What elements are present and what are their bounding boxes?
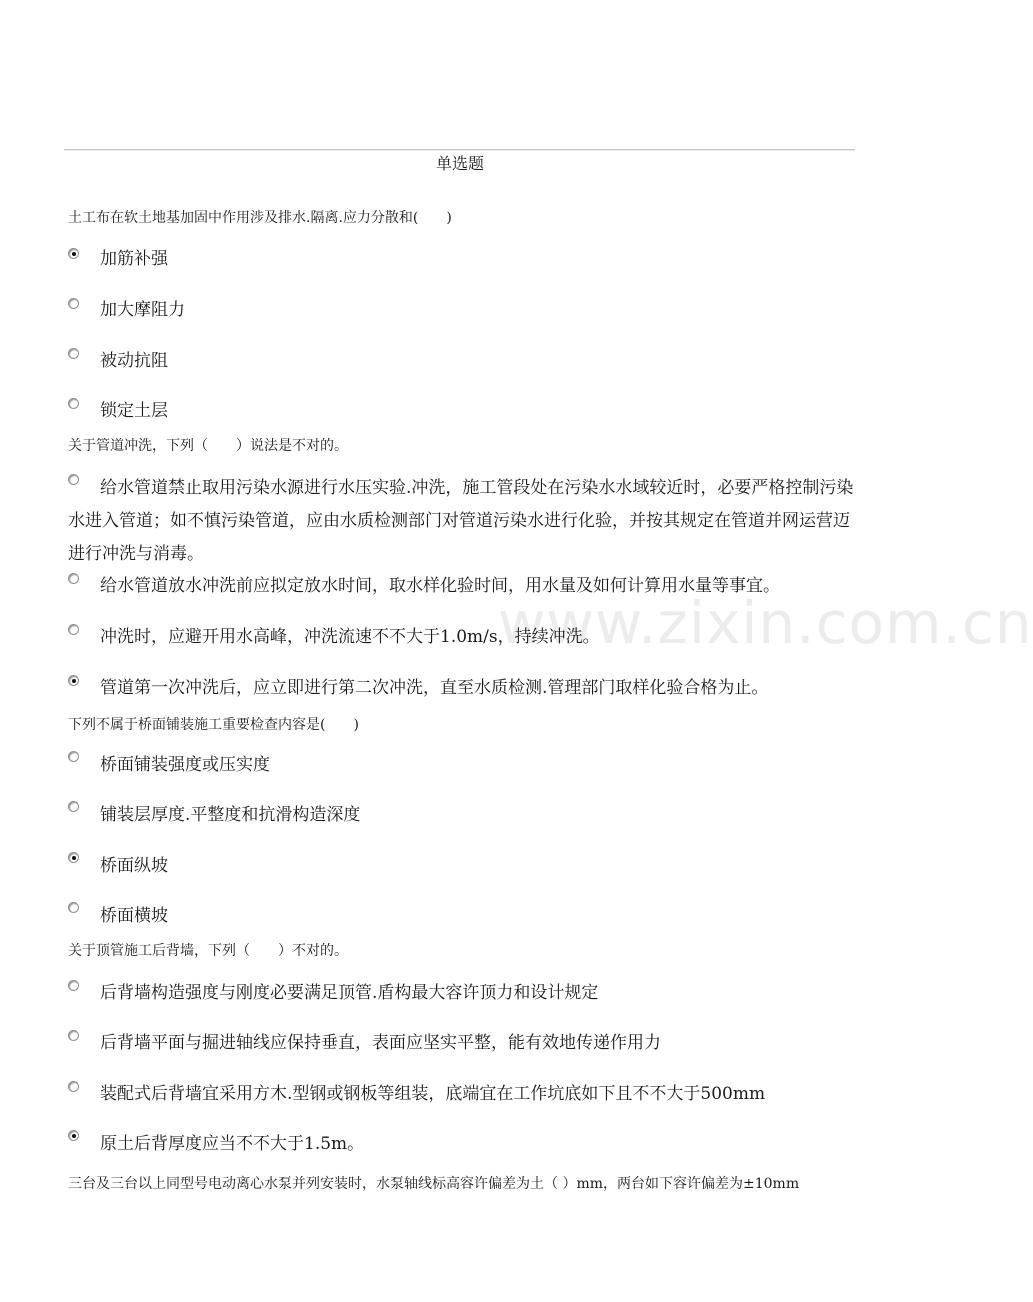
radio-button[interactable]: [68, 1130, 79, 1141]
option-label: 加筋补强: [100, 249, 168, 269]
option-label: 装配式后背墙宜采用方木.型钢或钢板等组装，底端宜在工作坑底如下且不不大于500mm: [100, 1084, 766, 1104]
question-5-text: 三台及三台以上同型号电动离心水泵并列安装时，水泵轴线标高容许偏差为土（ ）mm，两台如下容许偏差为±10mm: [68, 1176, 800, 1192]
question-2-text: 关于管道冲洗，下列（ ）说法是不对的。: [68, 438, 348, 454]
radio-button[interactable]: [68, 348, 79, 359]
radio-button[interactable]: [68, 398, 79, 409]
radio-button[interactable]: [68, 751, 79, 762]
option-label: 给水管道放水冲洗前应拟定放水时间，取水样化验时间，用水量及如何计算用水量等事宜。: [100, 576, 780, 596]
radio-button[interactable]: [68, 980, 79, 991]
radio-button[interactable]: [68, 624, 79, 635]
radio-button[interactable]: [68, 852, 79, 863]
option-label: 加大摩阻力: [100, 300, 185, 320]
option-label: 后背墙平面与掘进轴线应保持垂直，表面应坚实平整，能有效地传递作用力: [100, 1033, 661, 1053]
option-label: 后背墙构造强度与刚度必要满足顶管.盾构最大容许顶力和设计规定: [100, 983, 599, 1003]
section-title: 单选题: [435, 154, 484, 173]
question-1-text: 土工布在软土地基加固中作用涉及排水.隔离.应力分散和( ): [68, 210, 452, 226]
radio-button[interactable]: [68, 801, 79, 812]
option-label: 被动抗阻: [100, 351, 168, 371]
question-4-text: 关于顶管施工后背墙，下列（ ）不对的。: [68, 943, 348, 959]
option-label: 锁定土层: [100, 401, 168, 421]
option-label: 桥面横坡: [100, 906, 168, 926]
option-label: 桥面纵坡: [100, 856, 168, 876]
radio-button[interactable]: [68, 675, 79, 686]
radio-button[interactable]: [68, 248, 79, 259]
question-3-text: 下列不属于桥面铺装施工重要检查内容是( ): [68, 717, 359, 733]
radio-button[interactable]: [68, 1030, 79, 1041]
top-divider: [64, 149, 855, 151]
radio-button[interactable]: [68, 298, 79, 309]
option-label: 给水管道禁止取用污染水源进行水压实验.冲洗，施工管段处在污染水水域较近时，必要严格控制污染水进入管道；如不慎污染管道，应由水质检测部门对管道污染水进行化验，并按其规定在管道并网运营迈进行冲洗与消毒。: [68, 478, 854, 564]
watermark: www.zixin.com.cn: [498, 589, 1033, 657]
radio-button[interactable]: [68, 573, 79, 584]
option-label: 管道第一次冲洗后，应立即进行第二次冲洗，直至水质检测.管理部门取样化验合格为止。: [100, 678, 769, 698]
radio-button[interactable]: [68, 902, 79, 913]
option-label: 冲洗时，应避开用水高峰，冲洗流速不不大于1.0m/s，持续冲洗。: [100, 627, 600, 647]
option-label: 桥面铺装强度或压实度: [100, 755, 270, 775]
option-label: 原土后背厚度应当不不大于1.5m。: [100, 1134, 365, 1154]
option-label: 铺装层厚度.平整度和抗滑构造深度: [100, 805, 361, 825]
radio-button[interactable]: [68, 1081, 79, 1092]
